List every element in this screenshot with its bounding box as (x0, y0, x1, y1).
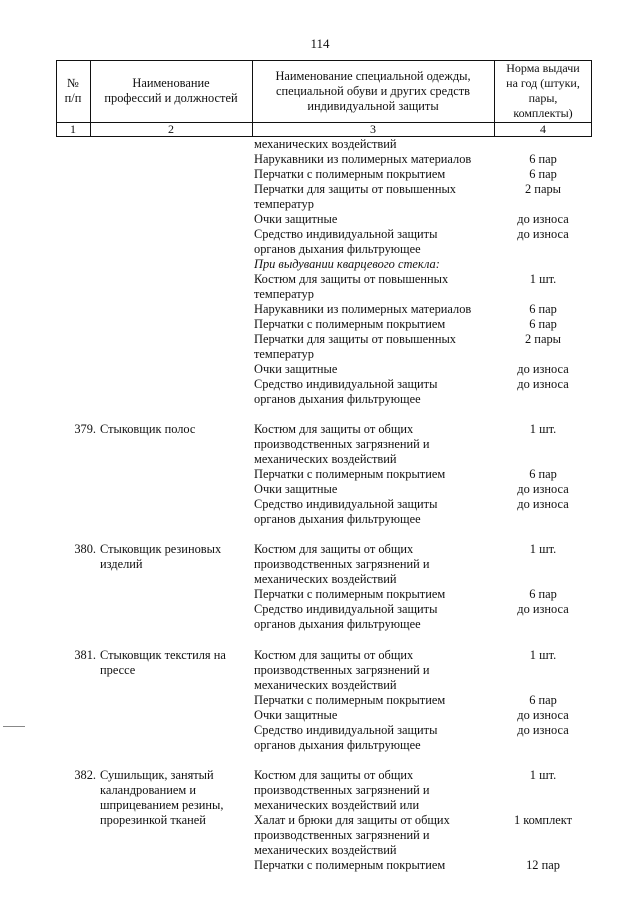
norm-value: 1 шт. (529, 272, 557, 286)
item-line: Перчатки с полимерным покрытием (254, 693, 446, 707)
item-line: Перчатки с полимерным покрытием (254, 317, 446, 331)
header-col-profession: Наименование профессий и должностей (104, 76, 238, 105)
item-line: органов дыхания фильтрующее (254, 242, 421, 256)
norm-value: 1 шт. (529, 542, 557, 556)
item-line: Нарукавники из полимерных материалов (254, 152, 472, 166)
item-line: механических воздействий или (254, 798, 420, 812)
norm-value: до износа (517, 212, 569, 226)
item-line: органов дыхания фильтрующее (254, 392, 421, 406)
norm-value: 2 пары (525, 182, 561, 196)
norm-value: 2 пары (525, 332, 561, 346)
norm-value: 6 пар (529, 152, 557, 166)
item-line: производственных загрязнений и (254, 557, 430, 571)
norm-value: 6 пар (529, 467, 557, 481)
item-line: механических воздействий (254, 678, 397, 692)
norm-value: до износа (517, 362, 569, 376)
item-line: органов дыхания фильтрующее (254, 512, 421, 526)
norm-value: 6 пар (529, 302, 557, 316)
profession-name: Сушильщик, занятый каландрованием и шприцеванием резины, прорезинкой тканей (100, 768, 224, 827)
item-line: Нарукавники из полимерных материалов (254, 302, 472, 316)
item-line: механических воздействий (254, 137, 397, 151)
profession-name: Стыковщик резиновых изделий (100, 542, 222, 571)
norm-value: 1 шт. (529, 768, 557, 782)
item-line: Халат и брюки для защиты от общих (254, 813, 450, 827)
page-number: 114 (310, 36, 330, 51)
profession-name: Стыковщик полос (100, 422, 196, 436)
item-line: механических воздействий (254, 452, 397, 466)
item-line: температур (254, 287, 314, 301)
item-line: производственных загрязнений и (254, 663, 430, 677)
item-line: Костюм для защиты от общих (254, 648, 414, 662)
norm-value: 6 пар (529, 317, 557, 331)
norm-value: 12 пар (526, 858, 560, 872)
entry-number: 380. (74, 542, 96, 556)
item-line: Средство индивидуальной защиты (254, 377, 438, 391)
norm-value: 6 пар (529, 693, 557, 707)
header-col-number: 4 (540, 122, 546, 136)
item-line: Перчатки с полимерным покрытием (254, 167, 446, 181)
item-line: Перчатки с полимерным покрытием (254, 467, 446, 481)
norm-value: 1 шт. (529, 422, 557, 436)
item-line: производственных загрязнений и (254, 783, 430, 797)
norm-value: до износа (517, 723, 569, 737)
norm-value: до износа (517, 377, 569, 391)
item-line: органов дыхания фильтрующее (254, 617, 421, 631)
item-line: Костюм для защиты от повышенных (254, 272, 449, 286)
item-line: температур (254, 197, 314, 211)
item-line: Перчатки для защиты от повышенных (254, 332, 456, 346)
norm-value: до износа (517, 482, 569, 496)
entry-number: 381. (74, 648, 96, 662)
entry-number: 382. (74, 768, 96, 782)
item-line: Средство индивидуальной защиты (254, 227, 438, 241)
item-line: При выдувании кварцевого стекла: (254, 257, 440, 271)
item-line: Перчатки с полимерным покрытием (254, 587, 446, 601)
header-col-item: Наименование специальной одежды, специальной обуви и других средств индивидуальной защиты (275, 68, 471, 113)
norm-value: до износа (517, 227, 569, 241)
norm-value: до износа (517, 497, 569, 511)
entry-number: 379. (74, 422, 96, 436)
header-col-number: 1 (70, 122, 76, 136)
item-line: механических воздействий (254, 843, 397, 857)
item-line: Костюм для защиты от общих (254, 542, 414, 556)
item-line: Перчатки с полимерным покрытием (254, 858, 446, 872)
item-line: Очки защитные (254, 482, 338, 496)
header-col-number: 2 (168, 122, 174, 136)
norm-value: 6 пар (529, 167, 557, 181)
item-line: температур (254, 347, 314, 361)
item-line: производственных загрязнений и (254, 828, 430, 842)
margin-mark (3, 726, 25, 727)
item-line: Средство индивидуальной защиты (254, 723, 438, 737)
item-line: механических воздействий (254, 572, 397, 586)
norm-value: 1 комплект (513, 813, 573, 827)
item-line: Очки защитные (254, 708, 338, 722)
norm-value: 1 шт. (529, 648, 557, 662)
item-line: Перчатки для защиты от повышенных (254, 182, 456, 196)
norm-value: 6 пар (529, 587, 557, 601)
norm-value: до износа (517, 602, 569, 616)
item-line: Очки защитные (254, 362, 338, 376)
header-col-no: № п/п (64, 76, 82, 105)
item-line: Костюм для защиты от общих (254, 422, 414, 436)
item-line: производственных загрязнений и (254, 437, 430, 451)
item-line: органов дыхания фильтрующее (254, 738, 421, 752)
profession-name: Стыковщик текстиля на прессе (100, 648, 226, 677)
header-col-norm: Норма выдачи на год (штуки, пары, комплекты) (506, 61, 580, 120)
item-line: Средство индивидуальной защиты (254, 497, 438, 511)
norm-value: до износа (517, 708, 569, 722)
item-line: Очки защитные (254, 212, 338, 226)
header-col-number: 3 (370, 122, 376, 136)
table-header (56, 60, 592, 136)
item-line: Костюм для защиты от общих (254, 768, 414, 782)
item-line: Средство индивидуальной защиты (254, 602, 438, 616)
